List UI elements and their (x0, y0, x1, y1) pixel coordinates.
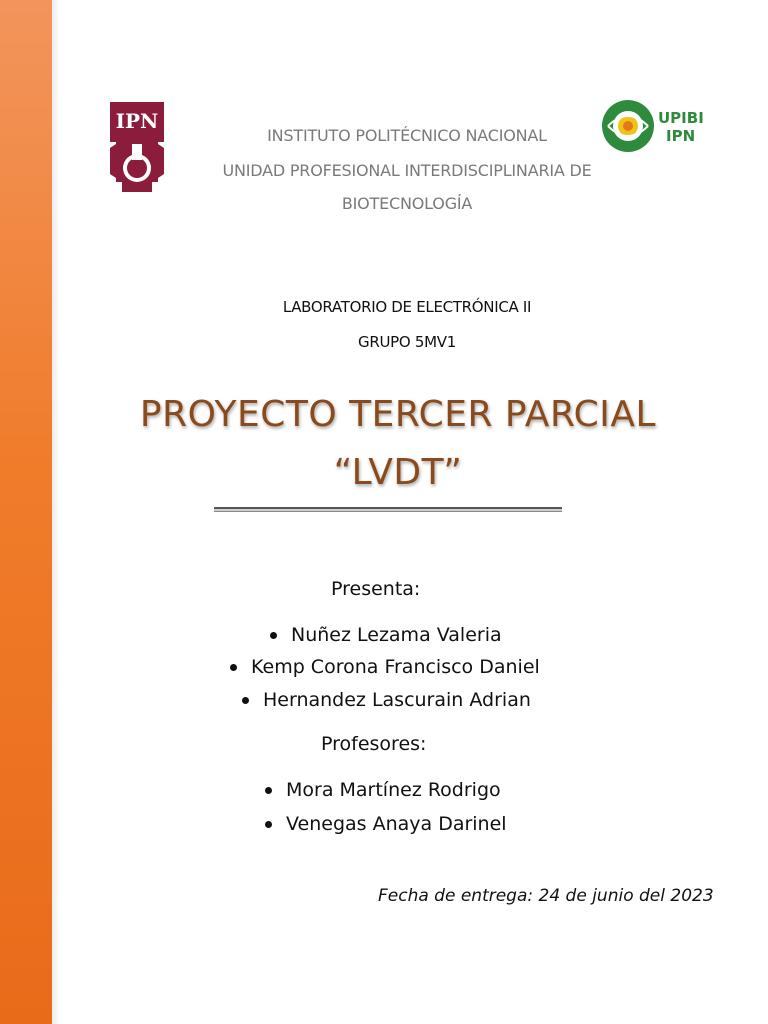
project-subtitle: “LVDT” (333, 452, 463, 493)
laboratory-name: LABORATORIO DE ELECTRÓNICA II (282, 298, 532, 316)
side-bar-shadow (52, 0, 60, 1024)
project-title: PROYECTO TERCER PARCIAL (139, 394, 657, 435)
upibi-logo-text: UPIBI (658, 109, 704, 127)
profesores-label: Profesores: (321, 733, 427, 755)
bullet-icon (265, 821, 272, 828)
group-name: GRUPO 5MV1 (358, 333, 456, 351)
ipn-logo (102, 98, 172, 196)
student-name: Hernandez Lascurain Adrian (263, 689, 531, 711)
professor-list-item (265, 779, 501, 801)
bullet-icon (230, 664, 237, 671)
professor-name: Mora Martínez Rodrigo (286, 779, 501, 801)
upibi-logo-ipn-text: IPN (666, 127, 696, 145)
student-name: Nuñez Lezama Valeria (291, 624, 502, 646)
title-divider (214, 507, 562, 512)
unit-name-line-2: BIOTECNOLOGÍA (341, 194, 473, 213)
student-list-item (230, 656, 540, 678)
student-list-item (242, 689, 531, 711)
student-name: Kemp Corona Francisco Daniel (251, 656, 540, 678)
bullet-icon (265, 787, 272, 794)
professor-name: Venegas Anaya Darinel (286, 813, 507, 835)
institution-name: INSTITUTO POLITÉCNICO NACIONAL (267, 126, 547, 145)
delivery-date: Fecha de entrega: 24 de junio del 2023 (378, 886, 714, 906)
ipn-logo-text: IPN (115, 109, 159, 133)
unit-name-line-1: UNIDAD PROFESIONAL INTERDISCIPLINARIA DE (222, 161, 592, 180)
orange-side-bar (0, 0, 52, 1024)
presenta-label: Presenta: (331, 578, 421, 600)
professor-list-item (265, 813, 507, 835)
bullet-icon (242, 697, 249, 704)
student-list-item (270, 624, 502, 646)
bullet-icon (270, 632, 277, 639)
